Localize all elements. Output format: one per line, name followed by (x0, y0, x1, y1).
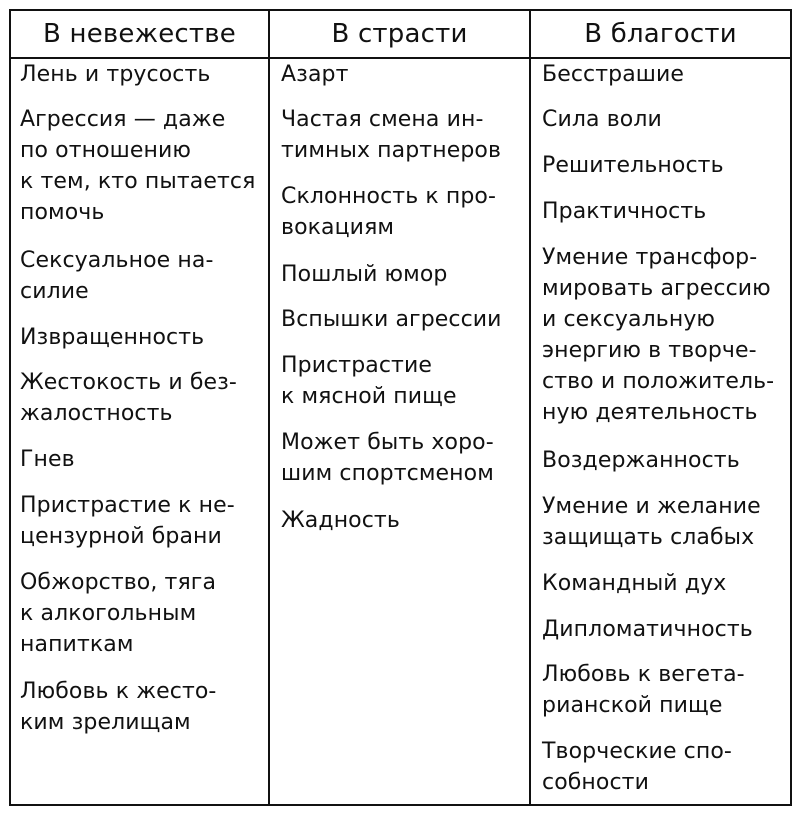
list-item: Умение и желание защищать слабых (542, 494, 761, 550)
list-item: Жестокость и без- жалостность (20, 370, 237, 426)
header-goodness: В благости (584, 19, 737, 49)
list-item: Решительность (542, 153, 724, 178)
list-item: Гнев (20, 447, 75, 472)
list-item: Дипломатичность (542, 617, 753, 642)
list-item: Командный дух (542, 571, 727, 596)
list-item: Бесстрашие (542, 62, 685, 87)
list-item: Творческие спо- собности (542, 739, 732, 795)
list-item: Агрессия — даже по отношению к тем, кто пытается помочь (20, 107, 256, 225)
list-item: Умение трансфор- мировать агрессию и сексуальную энергию в творче- ство и положитель- ную деятельность (542, 245, 775, 425)
list-item: Лень и трусость (20, 62, 211, 87)
list-item: Частая смена ин- тимных партнеров (281, 107, 502, 163)
list-item: Жадность (281, 508, 400, 533)
header-passion: В страсти (331, 19, 468, 49)
list-item: Обжорство, тяга к алкогольным напиткам (20, 570, 217, 657)
list-item: Может быть хоро- шим спортсменом (281, 430, 494, 486)
qualities-table (9, 9, 792, 806)
list-item: Азарт (281, 62, 349, 87)
list-item: Вспышки агрессии (281, 307, 502, 332)
list-item: Сексуальное на- силие (20, 248, 214, 304)
column-divider (268, 11, 270, 804)
column-divider (529, 11, 531, 804)
list-item: Пристрастие к мясной пище (281, 353, 457, 409)
table-header-row (11, 11, 790, 59)
list-item: Любовь к жесто- ким зрелищам (20, 679, 217, 735)
list-item: Сила воли (542, 107, 662, 132)
list-item: Практичность (542, 199, 707, 224)
header-ignorance: В невежестве (43, 19, 236, 49)
list-item: Склонность к про- вокациям (281, 184, 496, 240)
list-item: Пошлый юмор (281, 262, 448, 287)
list-item: Воздержанность (542, 448, 740, 473)
list-item: Пристрастие к не- цензурной брани (20, 493, 235, 549)
list-item: Любовь к вегета- рианской пище (542, 662, 745, 718)
list-item: Извращенность (20, 325, 205, 350)
